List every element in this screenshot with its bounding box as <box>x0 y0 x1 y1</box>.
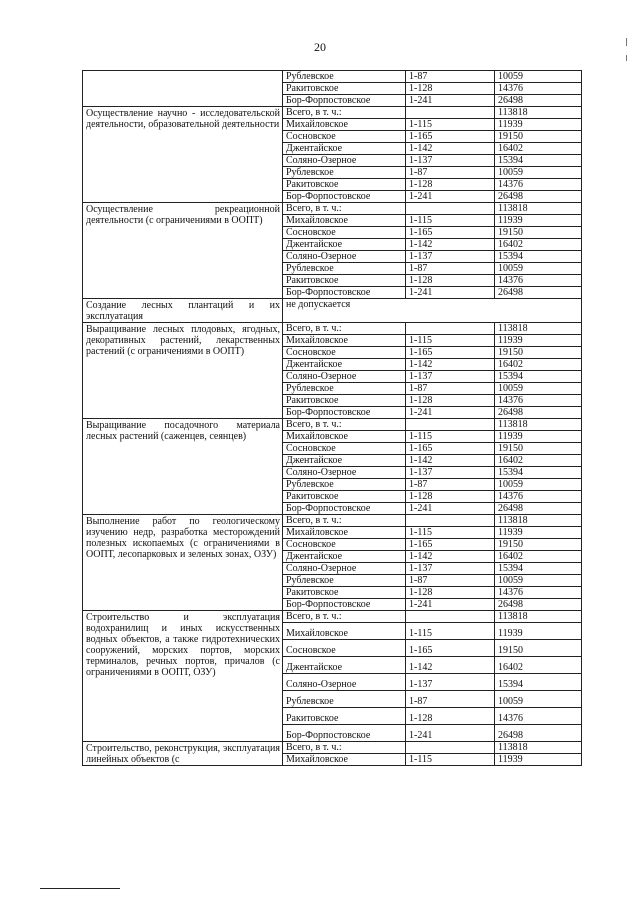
area-cell: 14376 <box>495 587 582 599</box>
area-cell: 26498 <box>495 503 582 515</box>
quarter-range-cell: 1-142 <box>406 143 495 155</box>
district-cell: Рублевское <box>283 575 406 587</box>
district-cell: Бор-Форпостовское <box>283 95 406 107</box>
quarter-range-cell: 1-115 <box>406 431 495 443</box>
table-row <box>83 323 582 335</box>
area-cell: 113818 <box>495 203 582 215</box>
activity-cell: Выращивание посадочного материала лесных растений (саженцев, сеянцев) <box>83 419 283 515</box>
quarter-range-cell: 1-87 <box>406 263 495 275</box>
district-cell: Джентайское <box>283 239 406 251</box>
area-cell: 14376 <box>495 708 582 725</box>
table-row <box>83 611 582 623</box>
area-cell: 113818 <box>495 742 582 754</box>
area-cell: 15394 <box>495 563 582 575</box>
quarter-range-cell: 1-165 <box>406 640 495 657</box>
district-cell: Всего, в т. ч.: <box>283 203 406 215</box>
district-cell: Соляно-Озерное <box>283 155 406 167</box>
quarter-range-cell <box>406 742 495 754</box>
quarter-range-cell: 1-142 <box>406 359 495 371</box>
area-cell: 11939 <box>495 527 582 539</box>
area-cell: 10059 <box>495 383 582 395</box>
quarter-range-cell: 1-241 <box>406 191 495 203</box>
area-cell: 19150 <box>495 443 582 455</box>
quarter-range-cell: 1-87 <box>406 575 495 587</box>
district-cell: Рублевское <box>283 691 406 708</box>
area-cell: 16402 <box>495 551 582 563</box>
quarter-range-cell: 1-115 <box>406 623 495 640</box>
area-cell: 15394 <box>495 155 582 167</box>
district-cell: Ракитовское <box>283 179 406 191</box>
area-cell: 19150 <box>495 640 582 657</box>
quarter-range-cell: 1-128 <box>406 179 495 191</box>
area-cell: 10059 <box>495 479 582 491</box>
district-cell: Михайловское <box>283 623 406 640</box>
district-cell: Ракитовское <box>283 708 406 725</box>
area-cell: 19150 <box>495 347 582 359</box>
table-row <box>83 515 582 527</box>
district-cell: Соляно-Озерное <box>283 251 406 263</box>
quarter-range-cell <box>406 419 495 431</box>
area-cell: 113818 <box>495 515 582 527</box>
district-cell: Сосновское <box>283 539 406 551</box>
restriction-cell: не допускается <box>283 299 582 323</box>
footnote-rule <box>40 888 120 889</box>
district-cell: Сосновское <box>283 640 406 657</box>
land-use-table <box>82 70 582 766</box>
activity-cell: Осуществление научно - исследовательской деятельности, образовательной деятельности <box>83 107 283 203</box>
area-cell: 26498 <box>495 407 582 419</box>
district-cell: Бор-Форпостовское <box>283 407 406 419</box>
district-cell: Соляно-Озерное <box>283 563 406 575</box>
quarter-range-cell: 1-137 <box>406 563 495 575</box>
area-cell: 113818 <box>495 611 582 623</box>
district-cell: Джентайское <box>283 143 406 155</box>
quarter-range-cell <box>406 107 495 119</box>
quarter-range-cell: 1-128 <box>406 587 495 599</box>
quarter-range-cell: 1-137 <box>406 371 495 383</box>
quarter-range-cell: 1-87 <box>406 383 495 395</box>
area-cell: 26498 <box>495 599 582 611</box>
scan-edge-mark <box>626 38 627 46</box>
table-row <box>83 203 582 215</box>
area-cell: 16402 <box>495 359 582 371</box>
district-cell: Джентайское <box>283 551 406 563</box>
district-cell: Ракитовское <box>283 83 406 95</box>
area-cell: 11939 <box>495 623 582 640</box>
quarter-range-cell: 1-115 <box>406 754 495 766</box>
quarter-range-cell: 1-87 <box>406 167 495 179</box>
district-cell: Бор-Форпостовское <box>283 503 406 515</box>
district-cell: Джентайское <box>283 657 406 674</box>
area-cell: 10059 <box>495 263 582 275</box>
quarter-range-cell: 1-241 <box>406 287 495 299</box>
district-cell: Рублевское <box>283 479 406 491</box>
activity-cell: Строительство и эксплуатация водохранилищ и иных искусственных водных объектов, а также гидротехнических сооружений, морских портов, морских терминалов, речных портов, причалов (с ограничениями в ООПТ, ОЗУ) <box>83 611 283 742</box>
district-cell: Сосновское <box>283 347 406 359</box>
quarter-range-cell: 1-241 <box>406 407 495 419</box>
activity-cell: Осуществление рекреационной деятельности (с ограничениями в ООПТ) <box>83 203 283 299</box>
area-cell: 11939 <box>495 431 582 443</box>
area-cell: 15394 <box>495 467 582 479</box>
table-row <box>83 107 582 119</box>
area-cell: 19150 <box>495 539 582 551</box>
district-cell: Всего, в т. ч.: <box>283 323 406 335</box>
quarter-range-cell: 1-165 <box>406 443 495 455</box>
quarter-range-cell <box>406 611 495 623</box>
quarter-range-cell: 1-137 <box>406 467 495 479</box>
area-cell: 16402 <box>495 657 582 674</box>
district-cell: Бор-Форпостовское <box>283 191 406 203</box>
table-row <box>83 71 582 83</box>
quarter-range-cell: 1-128 <box>406 395 495 407</box>
district-cell: Бор-Форпостовское <box>283 287 406 299</box>
area-cell: 10059 <box>495 691 582 708</box>
district-cell: Джентайское <box>283 359 406 371</box>
activity-cell: Выращивание лесных плодовых, ягодных, декоративных растений, лекарственных растений (с ограничениями в ООПТ) <box>83 323 283 419</box>
quarter-range-cell: 1-115 <box>406 215 495 227</box>
quarter-range-cell <box>406 515 495 527</box>
district-cell: Сосновское <box>283 131 406 143</box>
area-cell: 19150 <box>495 131 582 143</box>
district-cell: Сосновское <box>283 443 406 455</box>
district-cell: Соляно-Озерное <box>283 371 406 383</box>
area-cell: 14376 <box>495 179 582 191</box>
district-cell: Михайловское <box>283 431 406 443</box>
quarter-range-cell: 1-241 <box>406 503 495 515</box>
area-cell: 15394 <box>495 371 582 383</box>
quarter-range-cell: 1-128 <box>406 491 495 503</box>
area-cell: 11939 <box>495 754 582 766</box>
area-cell: 26498 <box>495 191 582 203</box>
area-cell: 19150 <box>495 227 582 239</box>
district-cell: Михайловское <box>283 119 406 131</box>
quarter-range-cell: 1-241 <box>406 725 495 742</box>
area-cell: 15394 <box>495 674 582 691</box>
quarter-range-cell: 1-165 <box>406 539 495 551</box>
district-cell: Бор-Форпостовское <box>283 599 406 611</box>
area-cell: 10059 <box>495 71 582 83</box>
area-cell: 10059 <box>495 167 582 179</box>
area-cell: 16402 <box>495 455 582 467</box>
table-row <box>83 299 582 323</box>
quarter-range-cell: 1-165 <box>406 227 495 239</box>
table-row <box>83 742 582 754</box>
area-cell: 14376 <box>495 83 582 95</box>
quarter-range-cell: 1-87 <box>406 71 495 83</box>
quarter-range-cell: 1-137 <box>406 155 495 167</box>
quarter-range-cell: 1-87 <box>406 691 495 708</box>
district-cell: Всего, в т. ч.: <box>283 107 406 119</box>
area-cell: 11939 <box>495 335 582 347</box>
scan-edge-mark <box>626 55 627 61</box>
quarter-range-cell: 1-128 <box>406 708 495 725</box>
quarter-range-cell: 1-137 <box>406 674 495 691</box>
quarter-range-cell: 1-142 <box>406 551 495 563</box>
area-cell: 10059 <box>495 575 582 587</box>
district-cell: Михайловское <box>283 754 406 766</box>
quarter-range-cell: 1-241 <box>406 599 495 611</box>
quarter-range-cell: 1-87 <box>406 479 495 491</box>
district-cell: Ракитовское <box>283 275 406 287</box>
district-cell: Михайловское <box>283 215 406 227</box>
district-cell: Всего, в т. ч.: <box>283 419 406 431</box>
quarter-range-cell: 1-128 <box>406 83 495 95</box>
activity-cell <box>83 71 283 107</box>
quarter-range-cell <box>406 323 495 335</box>
district-cell: Всего, в т. ч.: <box>283 611 406 623</box>
district-cell: Всего, в т. ч.: <box>283 742 406 754</box>
quarter-range-cell: 1-165 <box>406 347 495 359</box>
area-cell: 14376 <box>495 275 582 287</box>
area-cell: 113818 <box>495 107 582 119</box>
area-cell: 16402 <box>495 143 582 155</box>
quarter-range-cell: 1-115 <box>406 119 495 131</box>
page-number: 20 <box>314 40 326 54</box>
area-cell: 26498 <box>495 95 582 107</box>
district-cell: Ракитовское <box>283 395 406 407</box>
quarter-range-cell: 1-137 <box>406 251 495 263</box>
quarter-range-cell: 1-128 <box>406 275 495 287</box>
area-cell: 14376 <box>495 395 582 407</box>
district-cell: Рублевское <box>283 167 406 179</box>
district-cell: Бор-Форпостовское <box>283 725 406 742</box>
district-cell: Михайловское <box>283 527 406 539</box>
activity-cell: Выполнение работ по геологическому изучению недр, разработка месторождений полезных ископаемых (с ограничениями в ООПТ, лесопарковых и зеленых зонах, ОЗУ) <box>83 515 283 611</box>
area-cell: 113818 <box>495 419 582 431</box>
district-cell: Рублевское <box>283 263 406 275</box>
area-cell: 26498 <box>495 287 582 299</box>
quarter-range-cell: 1-165 <box>406 131 495 143</box>
district-cell: Рублевское <box>283 71 406 83</box>
quarter-range-cell: 1-241 <box>406 95 495 107</box>
area-cell: 11939 <box>495 119 582 131</box>
area-cell: 113818 <box>495 323 582 335</box>
district-cell: Ракитовское <box>283 587 406 599</box>
activity-cell: Строительство, реконструкция, эксплуатация линейных объектов (с <box>83 742 283 766</box>
area-cell: 14376 <box>495 491 582 503</box>
district-cell: Джентайское <box>283 455 406 467</box>
area-cell: 16402 <box>495 239 582 251</box>
district-cell: Всего, в т. ч.: <box>283 515 406 527</box>
activity-cell: Создание лесных плантаций и их эксплуатация <box>83 299 283 323</box>
quarter-range-cell: 1-142 <box>406 455 495 467</box>
district-cell: Ракитовское <box>283 491 406 503</box>
quarter-range-cell: 1-142 <box>406 657 495 674</box>
quarter-range-cell: 1-142 <box>406 239 495 251</box>
quarter-range-cell: 1-115 <box>406 527 495 539</box>
area-cell: 11939 <box>495 215 582 227</box>
district-cell: Рублевское <box>283 383 406 395</box>
quarter-range-cell <box>406 203 495 215</box>
district-cell: Соляно-Озерное <box>283 467 406 479</box>
district-cell: Соляно-Озерное <box>283 674 406 691</box>
area-cell: 15394 <box>495 251 582 263</box>
table-row <box>83 419 582 431</box>
area-cell: 26498 <box>495 725 582 742</box>
district-cell: Михайловское <box>283 335 406 347</box>
district-cell: Сосновское <box>283 227 406 239</box>
quarter-range-cell: 1-115 <box>406 335 495 347</box>
